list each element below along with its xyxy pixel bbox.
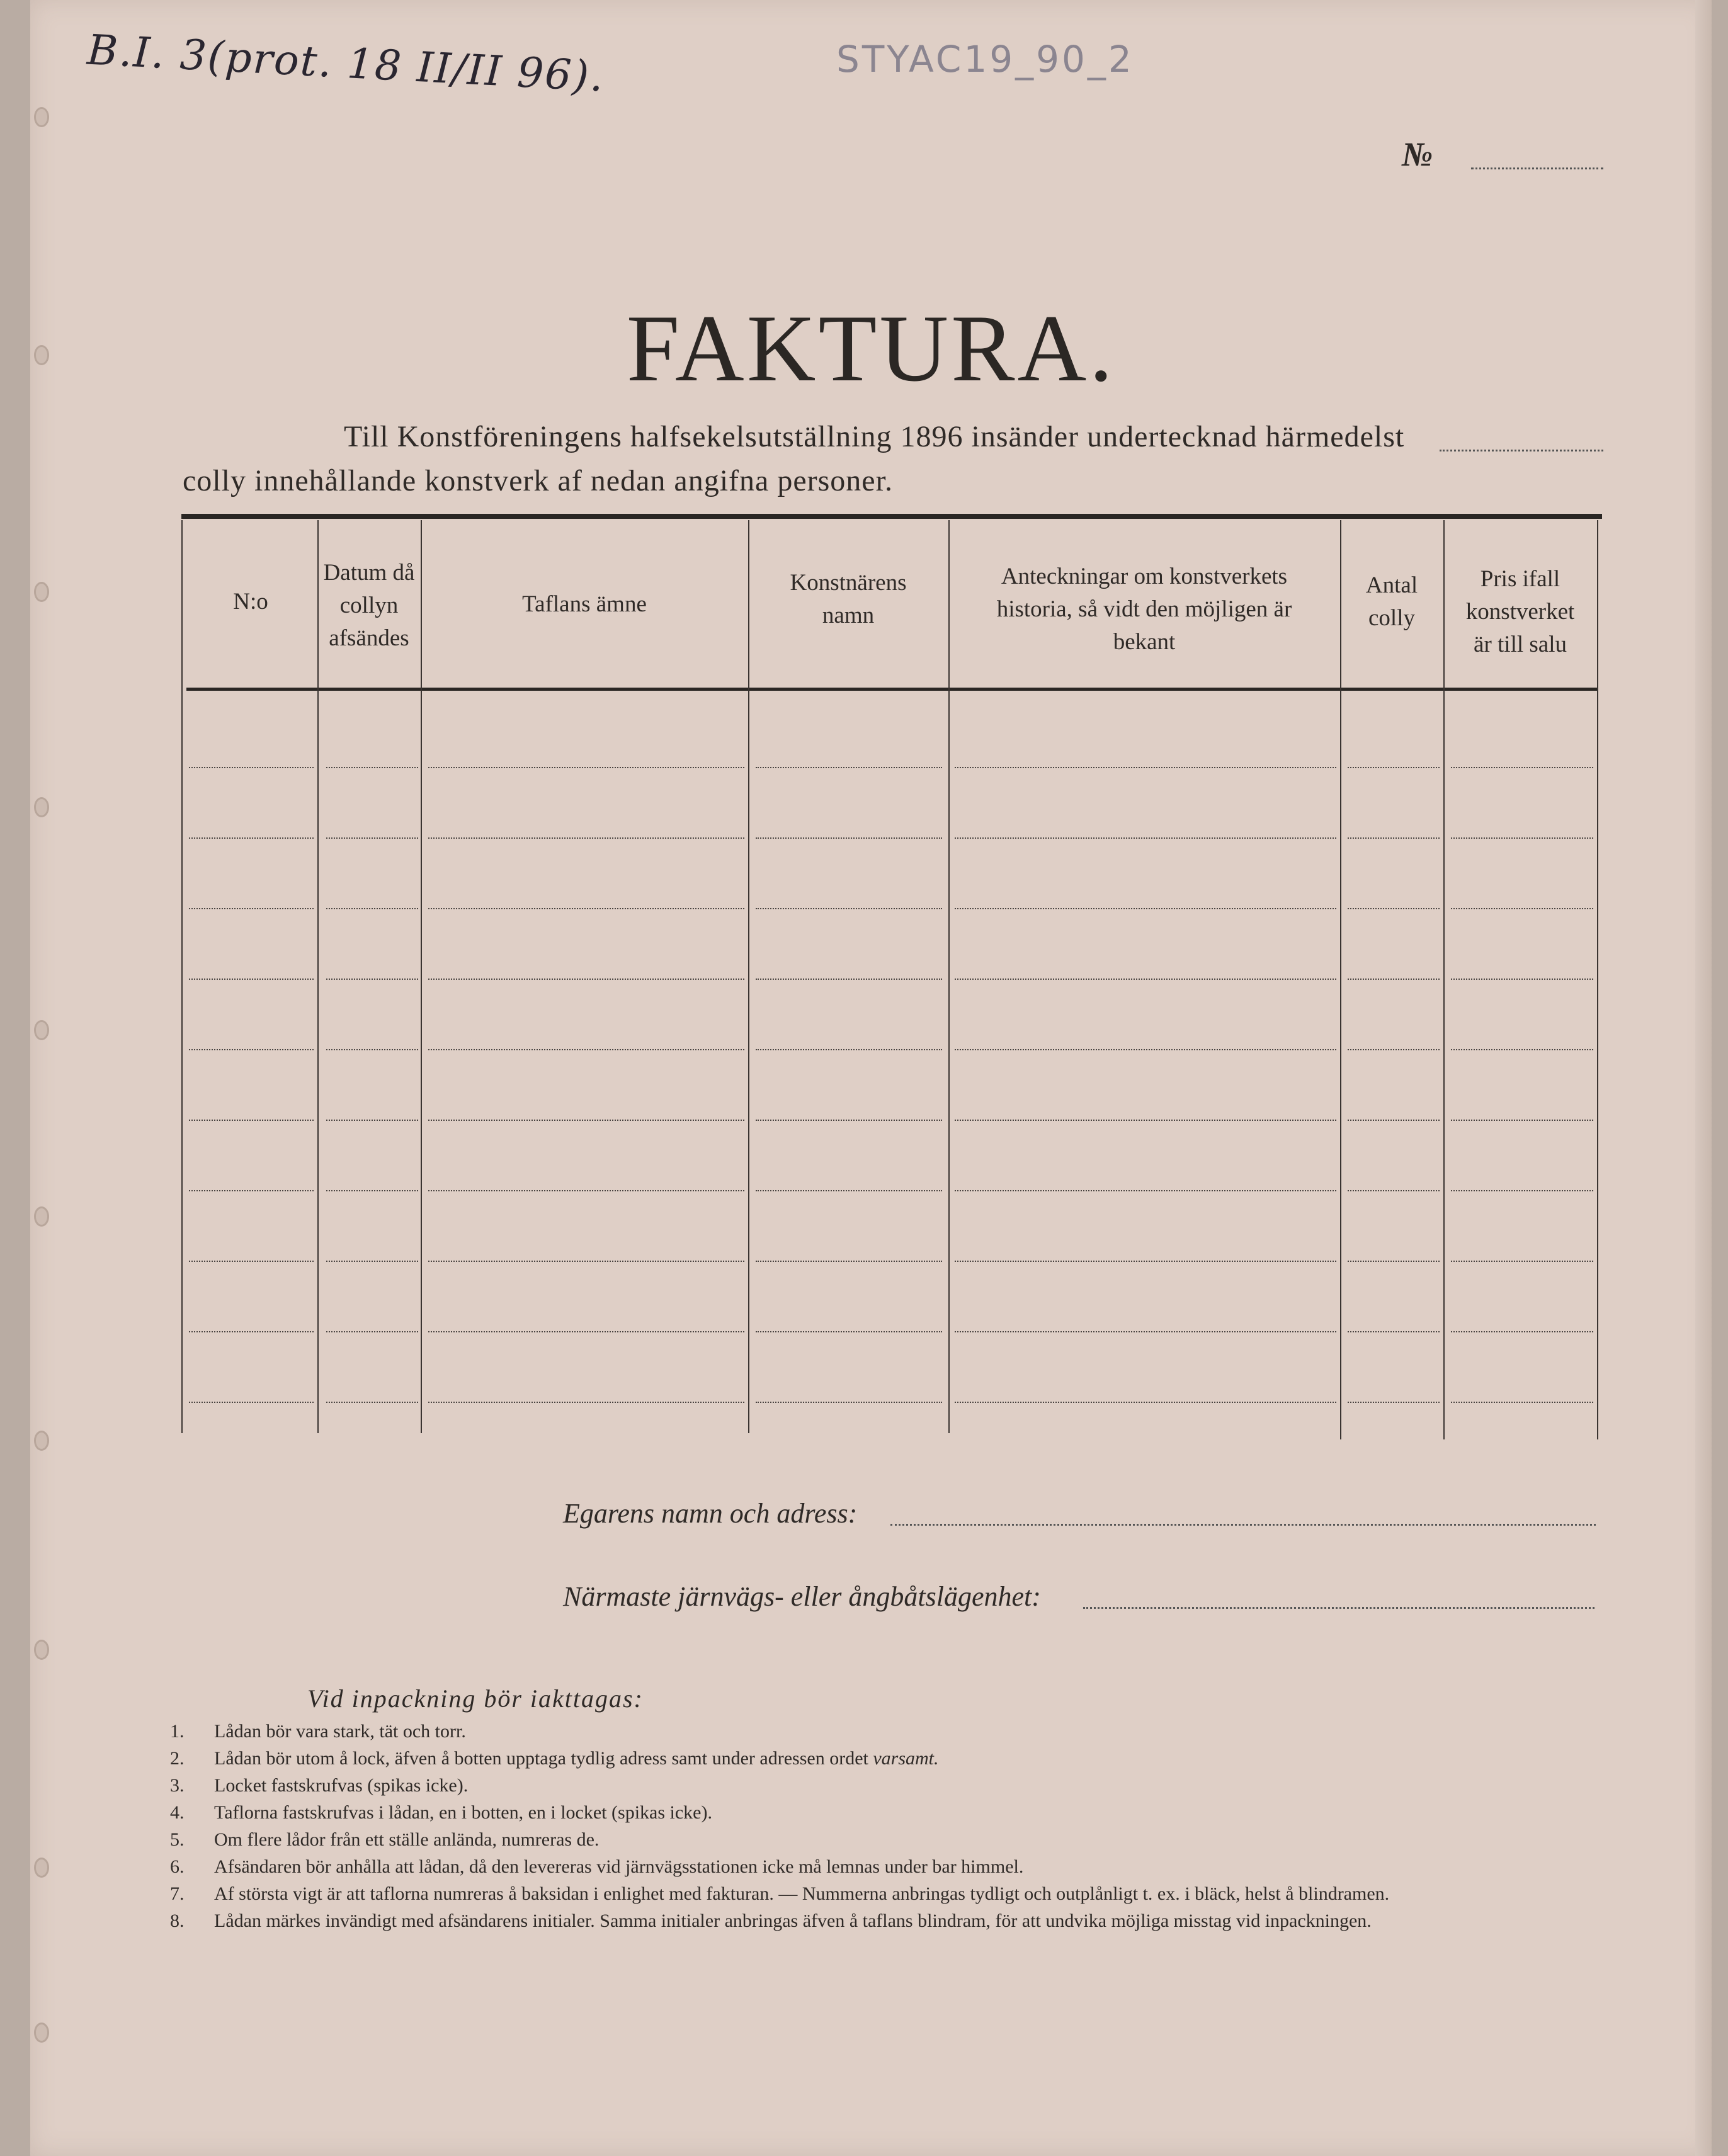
instruction-emphasis: varsamt. — [873, 1748, 939, 1769]
table-row-line[interactable] — [1451, 979, 1593, 980]
table-row-line[interactable] — [1451, 1049, 1593, 1050]
instruction-text: Lådan bör vara stark, tät och torr. — [214, 1721, 466, 1742]
column-header-artist: Konstnärens namn — [790, 570, 907, 628]
table-row-line[interactable] — [428, 1402, 744, 1403]
table-row-line[interactable] — [326, 1049, 418, 1050]
column-header-notes: Anteckningar om konstverkets historia, så vidt den möjligen är bekant — [996, 564, 1292, 655]
punch-hole — [34, 1206, 49, 1227]
punch-hole — [34, 797, 49, 817]
table-row-line[interactable] — [955, 1120, 1336, 1121]
punch-hole — [34, 1640, 49, 1660]
instruction-text: Taflorna fastskrufvas i lådan, en i botten, en i locket (spikas icke). — [214, 1802, 712, 1823]
table-row-line[interactable] — [428, 1190, 744, 1191]
table-row-line[interactable] — [756, 1049, 942, 1050]
column-divider — [748, 520, 749, 1433]
table-row-line[interactable] — [756, 837, 942, 839]
intro-line-2: colly innehållande konstverk af nedan angifna personer. — [183, 464, 893, 497]
intro-line-1: Till Konstföreningens halfsekelsutställning 1896 insänder undertecknad härmedelst — [344, 420, 1405, 453]
instruction-item — [170, 1826, 1606, 1853]
table-row-line[interactable] — [189, 979, 314, 980]
owner-label: Egarens namn och adress: — [563, 1498, 858, 1529]
table-row-line[interactable] — [326, 979, 418, 980]
table-row-line[interactable] — [756, 1261, 942, 1262]
table-row-line[interactable] — [1348, 1261, 1440, 1262]
table-row-line[interactable] — [326, 1402, 418, 1403]
table-row-line[interactable] — [756, 767, 942, 768]
instruction-item — [170, 1799, 1606, 1826]
table-row-line[interactable] — [326, 1331, 418, 1332]
table-row-line[interactable] — [1451, 837, 1593, 839]
table-row-line[interactable] — [756, 1331, 942, 1332]
table-row-line[interactable] — [326, 1120, 418, 1121]
instruction-item — [170, 1880, 1606, 1907]
instruction-text: Lådan bör utom å lock, äfven å botten upptaga tydlig adress samt under adressen ordet varsamt. — [214, 1748, 939, 1769]
table-row-line[interactable] — [955, 1402, 1336, 1403]
column-header-price: Pris ifall konstverket är till salu — [1465, 566, 1575, 657]
punch-hole — [34, 1020, 49, 1040]
table-row-line[interactable] — [955, 837, 1336, 839]
table-row-line[interactable] — [428, 1049, 744, 1050]
instruction-item — [170, 1853, 1606, 1880]
number-label: № — [1402, 135, 1433, 173]
instruction-number: 5. — [170, 1829, 185, 1850]
table-row-line[interactable] — [1451, 1120, 1593, 1121]
punch-hole — [34, 1431, 49, 1451]
table-border-right — [1597, 520, 1598, 1439]
instruction-number: 4. — [170, 1802, 185, 1823]
table-row-line[interactable] — [1348, 1402, 1440, 1403]
instruction-number: 7. — [170, 1883, 185, 1904]
table-row-line[interactable] — [428, 1261, 744, 1262]
table-row-line[interactable] — [1348, 979, 1440, 980]
table-row-line[interactable] — [955, 908, 1336, 909]
handwritten-reference: B.I. 3(prot. 18 II/II 96). — [86, 25, 606, 101]
table-row-line[interactable] — [955, 767, 1336, 768]
table-row-line[interactable] — [189, 1120, 314, 1121]
punch-hole — [34, 2023, 49, 2043]
table-row-line[interactable] — [955, 1331, 1336, 1332]
table-row-line[interactable] — [1348, 837, 1440, 839]
instruction-text: Af största vigt är att taflorna numreras å baksidan i enlighet med fakturan. — Nummerna anbringas tydligt och outplånligt t. ex. i bläck, helst å blindramen. — [214, 1883, 1390, 1904]
table-row-line[interactable] — [1451, 1331, 1593, 1332]
table-row-line[interactable] — [756, 908, 942, 909]
table-row-line[interactable] — [189, 1261, 314, 1262]
station-field[interactable] — [1083, 1607, 1594, 1609]
table-top-rule — [181, 514, 1602, 519]
table-row-line[interactable] — [756, 1190, 942, 1191]
number-field-line[interactable] — [1471, 167, 1603, 169]
table-row-line[interactable] — [189, 1331, 314, 1332]
table-row-line[interactable] — [428, 837, 744, 839]
page-title: FAKTURA. — [626, 295, 1116, 401]
table-row-line[interactable] — [428, 1120, 744, 1121]
table-row-line[interactable] — [1451, 1190, 1593, 1191]
table-row-line[interactable] — [955, 1261, 1336, 1262]
instruction-item — [170, 1718, 1606, 1745]
owner-field[interactable] — [890, 1524, 1596, 1526]
instruction-number: 8. — [170, 1910, 185, 1931]
table-row-line[interactable] — [1348, 908, 1440, 909]
punch-hole — [34, 582, 49, 602]
colly-count-field[interactable] — [1440, 450, 1603, 451]
table-row-line[interactable] — [326, 837, 418, 839]
archive-code: STYAC19_90_2 — [836, 38, 1134, 81]
instruction-item — [170, 1772, 1606, 1799]
table-row-line[interactable] — [756, 1402, 942, 1403]
table-row-line[interactable] — [326, 767, 418, 768]
instruction-number: 6. — [170, 1856, 185, 1877]
table-row-line[interactable] — [756, 1120, 942, 1121]
column-divider — [421, 520, 422, 1433]
table-row-line[interactable] — [1348, 1190, 1440, 1191]
table-row-line[interactable] — [1451, 1402, 1593, 1403]
table-row-line[interactable] — [189, 1049, 314, 1050]
table-row-line[interactable] — [756, 979, 942, 980]
table-row-line[interactable] — [189, 767, 314, 768]
table-row-line[interactable] — [955, 1190, 1336, 1191]
instructions-list — [170, 1718, 1606, 1934]
table-row-line[interactable] — [428, 979, 744, 980]
punch-hole — [34, 1858, 49, 1878]
column-header-subject: Taflans ämne — [522, 591, 647, 617]
punch-hole — [34, 107, 49, 127]
station-label: Närmaste järnvägs- eller ångbåtslägenhet: — [563, 1581, 1041, 1612]
table-row-line[interactable] — [326, 908, 418, 909]
table-row-line[interactable] — [1348, 767, 1440, 768]
table-row-line[interactable] — [189, 837, 314, 839]
table-row-line[interactable] — [955, 979, 1336, 980]
table-row-line[interactable] — [955, 1049, 1336, 1050]
column-header-count: Antal colly — [1365, 572, 1418, 631]
table-row-line[interactable] — [1451, 908, 1593, 909]
instruction-text: Lådan märkes invändigt med afsändarens initialer. Samma initialer anbringas äfven å taflans blindram, för att undvika möjliga misstag vid inpackningen. — [214, 1910, 1372, 1931]
table-row-line[interactable] — [428, 1331, 744, 1332]
table-border-left — [181, 520, 183, 1433]
instruction-item — [170, 1745, 1606, 1772]
table-row-line[interactable] — [326, 1261, 418, 1262]
table-row-line[interactable] — [1348, 1120, 1440, 1121]
instruction-number: 3. — [170, 1775, 185, 1796]
table-row-line[interactable] — [189, 1402, 314, 1403]
invoice-form-page — [30, 0, 1712, 2156]
column-header-number: N:o — [233, 589, 268, 615]
instruction-number: 2. — [170, 1748, 185, 1769]
table-row-line[interactable] — [1451, 767, 1593, 768]
instruction-item — [170, 1907, 1606, 1934]
instruction-text: Locket fastskrufvas (spikas icke). — [214, 1775, 469, 1796]
table-row-line[interactable] — [326, 1190, 418, 1191]
table-row-line[interactable] — [189, 908, 314, 909]
instructions-title: Vid inpackning bör iakttagas: — [307, 1684, 644, 1713]
table-row-line[interactable] — [428, 767, 744, 768]
column-header-date: Datum då collyn afsändes — [323, 560, 415, 651]
instruction-text: Om flere lådor från ett ställe anlända, numreras de. — [214, 1829, 600, 1850]
column-divider — [317, 520, 319, 1433]
table-row-line[interactable] — [189, 1190, 314, 1191]
table-row-line[interactable] — [1348, 1331, 1440, 1332]
table-row-line[interactable] — [1451, 1261, 1593, 1262]
instruction-number: 1. — [170, 1721, 185, 1742]
table-row-line[interactable] — [428, 908, 744, 909]
table-row-line[interactable] — [1348, 1049, 1440, 1050]
instruction-text: Afsändaren bör anhålla att lådan, då den levereras vid järnvägsstationen icke må lemnas under bar himmel. — [214, 1856, 1024, 1877]
table-header-rule — [186, 688, 1597, 691]
column-divider — [1340, 520, 1341, 1439]
